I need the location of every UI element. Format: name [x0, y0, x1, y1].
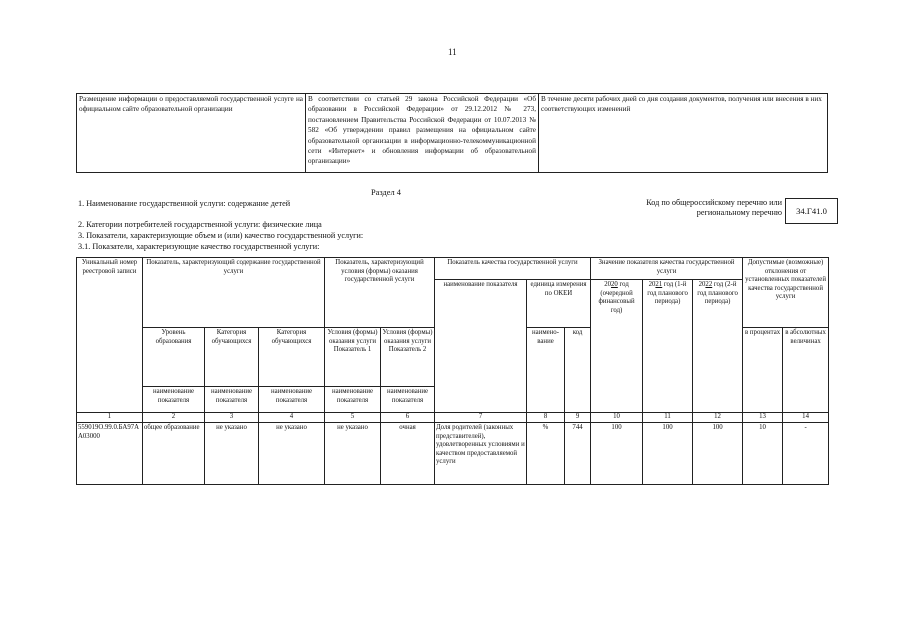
year-1-value: 100: [591, 423, 643, 485]
year-3-value: 100: [693, 423, 743, 485]
column-number: 4: [259, 413, 325, 423]
column-number: 9: [565, 413, 591, 423]
indicator-name-subheader: наименование показателя: [143, 387, 205, 413]
student-category-header-1: Категория обучающихся: [205, 328, 259, 387]
unit-name-cell: %: [527, 423, 565, 485]
year-2-header: 2021 год (1-й год планового периода): [643, 280, 693, 413]
quality-indicators-heading: 3.1. Показатели, характеризующие качество государственной услуги:: [78, 242, 320, 251]
column-number: 2: [143, 413, 205, 423]
condition-form-header-1: Условия (формы) оказания услуги Показатель 1: [325, 328, 381, 387]
student-category-header-2: Категория обучающихся: [259, 328, 325, 387]
quality-indicator-cell: Доля родителей (законных представителей), удовлетворенных условиями и качеством предоставляемой услуги: [435, 423, 527, 485]
content-indicator-header: Показатель, характеризующий содержание государственной услуги: [143, 258, 325, 328]
indicators-heading: 3. Показатели, характеризующие объем и (или) качество государственной услуги:: [78, 231, 364, 240]
student-category-cell-2: не указано: [259, 423, 325, 485]
registry-code-label: Код по общероссийскому перечню или региональному перечню: [646, 198, 782, 217]
unit-name-header: наимено-вание: [527, 328, 565, 413]
education-level-cell: общее образование: [143, 423, 205, 485]
indicator-name-subheader: наименование показателя: [205, 387, 259, 413]
condition-form-header-2: Условия (формы) оказания услуги Показатель 2: [381, 328, 435, 387]
quality-indicators-table: [76, 257, 829, 485]
quality-indicator-header: Показатель качества государственной услуги: [435, 258, 591, 280]
deviation-percent-value: 10: [743, 423, 783, 485]
column-number: 1: [77, 413, 143, 423]
table-row: [77, 423, 829, 485]
column-number: 8: [527, 413, 565, 423]
unique-number-header: Уникальный номер реестровой записи: [77, 258, 143, 413]
unit-okei-header: единица измерения по ОКЕИ: [527, 280, 591, 328]
condition-form-cell-1: не указано: [325, 423, 381, 485]
indicator-values-header: Значение показателя качества государственной услуги: [591, 258, 743, 280]
indicator-name-header: наименование показателя: [435, 280, 527, 413]
page-number: 11: [448, 47, 457, 57]
deviation-absolute-header: в абсолютных величинах: [783, 328, 829, 413]
unit-code-cell: 744: [565, 423, 591, 485]
year-1-header: 2020 год (очередной финансовый год): [591, 280, 643, 413]
column-number: 11: [643, 413, 693, 423]
education-level-header: Уровень образования: [143, 328, 205, 387]
deviation-percent-header: в процентах: [743, 328, 783, 413]
registry-record-code: 559019О.99.0.БА97АА03000: [77, 423, 143, 485]
condition-form-cell-2: очная: [381, 423, 435, 485]
allowed-deviation-header: Допустимые (возможные) отклонения от установленных показателей качества государственной услуги: [743, 258, 829, 328]
column-number: 14: [783, 413, 829, 423]
consumer-category-line: 2. Категории потребителей государственной услуги: физические лица: [78, 220, 322, 229]
unit-code-header: код: [565, 328, 591, 413]
indicator-name-subheader: наименование показателя: [259, 387, 325, 413]
indicator-name-subheader: наименование показателя: [381, 387, 435, 413]
registry-code-box: 34.Г41.0: [785, 198, 838, 224]
student-category-cell-1: не указано: [205, 423, 259, 485]
service-name-line: 1. Наименование государственной услуги: содержание детей: [78, 199, 291, 208]
year-3-header: 2022 год (2-й год планового периода): [693, 280, 743, 413]
conditions-indicator-header: Показатель, характеризующий условия (формы) оказания государственной услуги: [325, 258, 435, 328]
column-number: 5: [325, 413, 381, 423]
info-composition-cell: В соответствии со статьей 29 закона Российской Федерации «Об образовании в Российской Федерации» от 29.12.2012 № 273, постановлением Правительства Российской Федерации от 10.07.2013 № 582 «Об утверждении правил размещения на официальном сайте образовательной организации в информационно-телекоммуникационной сети «Интернет» и обновления информации об образовательной организации»: [306, 94, 539, 173]
column-number: 13: [743, 413, 783, 423]
column-number: 6: [381, 413, 435, 423]
indicator-name-subheader: наименование показателя: [325, 387, 381, 413]
column-number: 3: [205, 413, 259, 423]
info-method-cell: Размещение информации о предоставляемой государственной услуге на официальном сайте образовательной организации: [77, 94, 306, 173]
column-number: 10: [591, 413, 643, 423]
deviation-absolute-value: -: [783, 423, 829, 485]
column-number: 12: [693, 413, 743, 423]
year-2-value: 100: [643, 423, 693, 485]
info-frequency-cell: В течение десяти рабочих дней со дня создания документов, получения или внесения в них соответствующих изменений: [539, 94, 828, 173]
info-placement-table: [76, 93, 828, 173]
column-number: 7: [435, 413, 527, 423]
section-title: Раздел 4: [371, 188, 401, 197]
